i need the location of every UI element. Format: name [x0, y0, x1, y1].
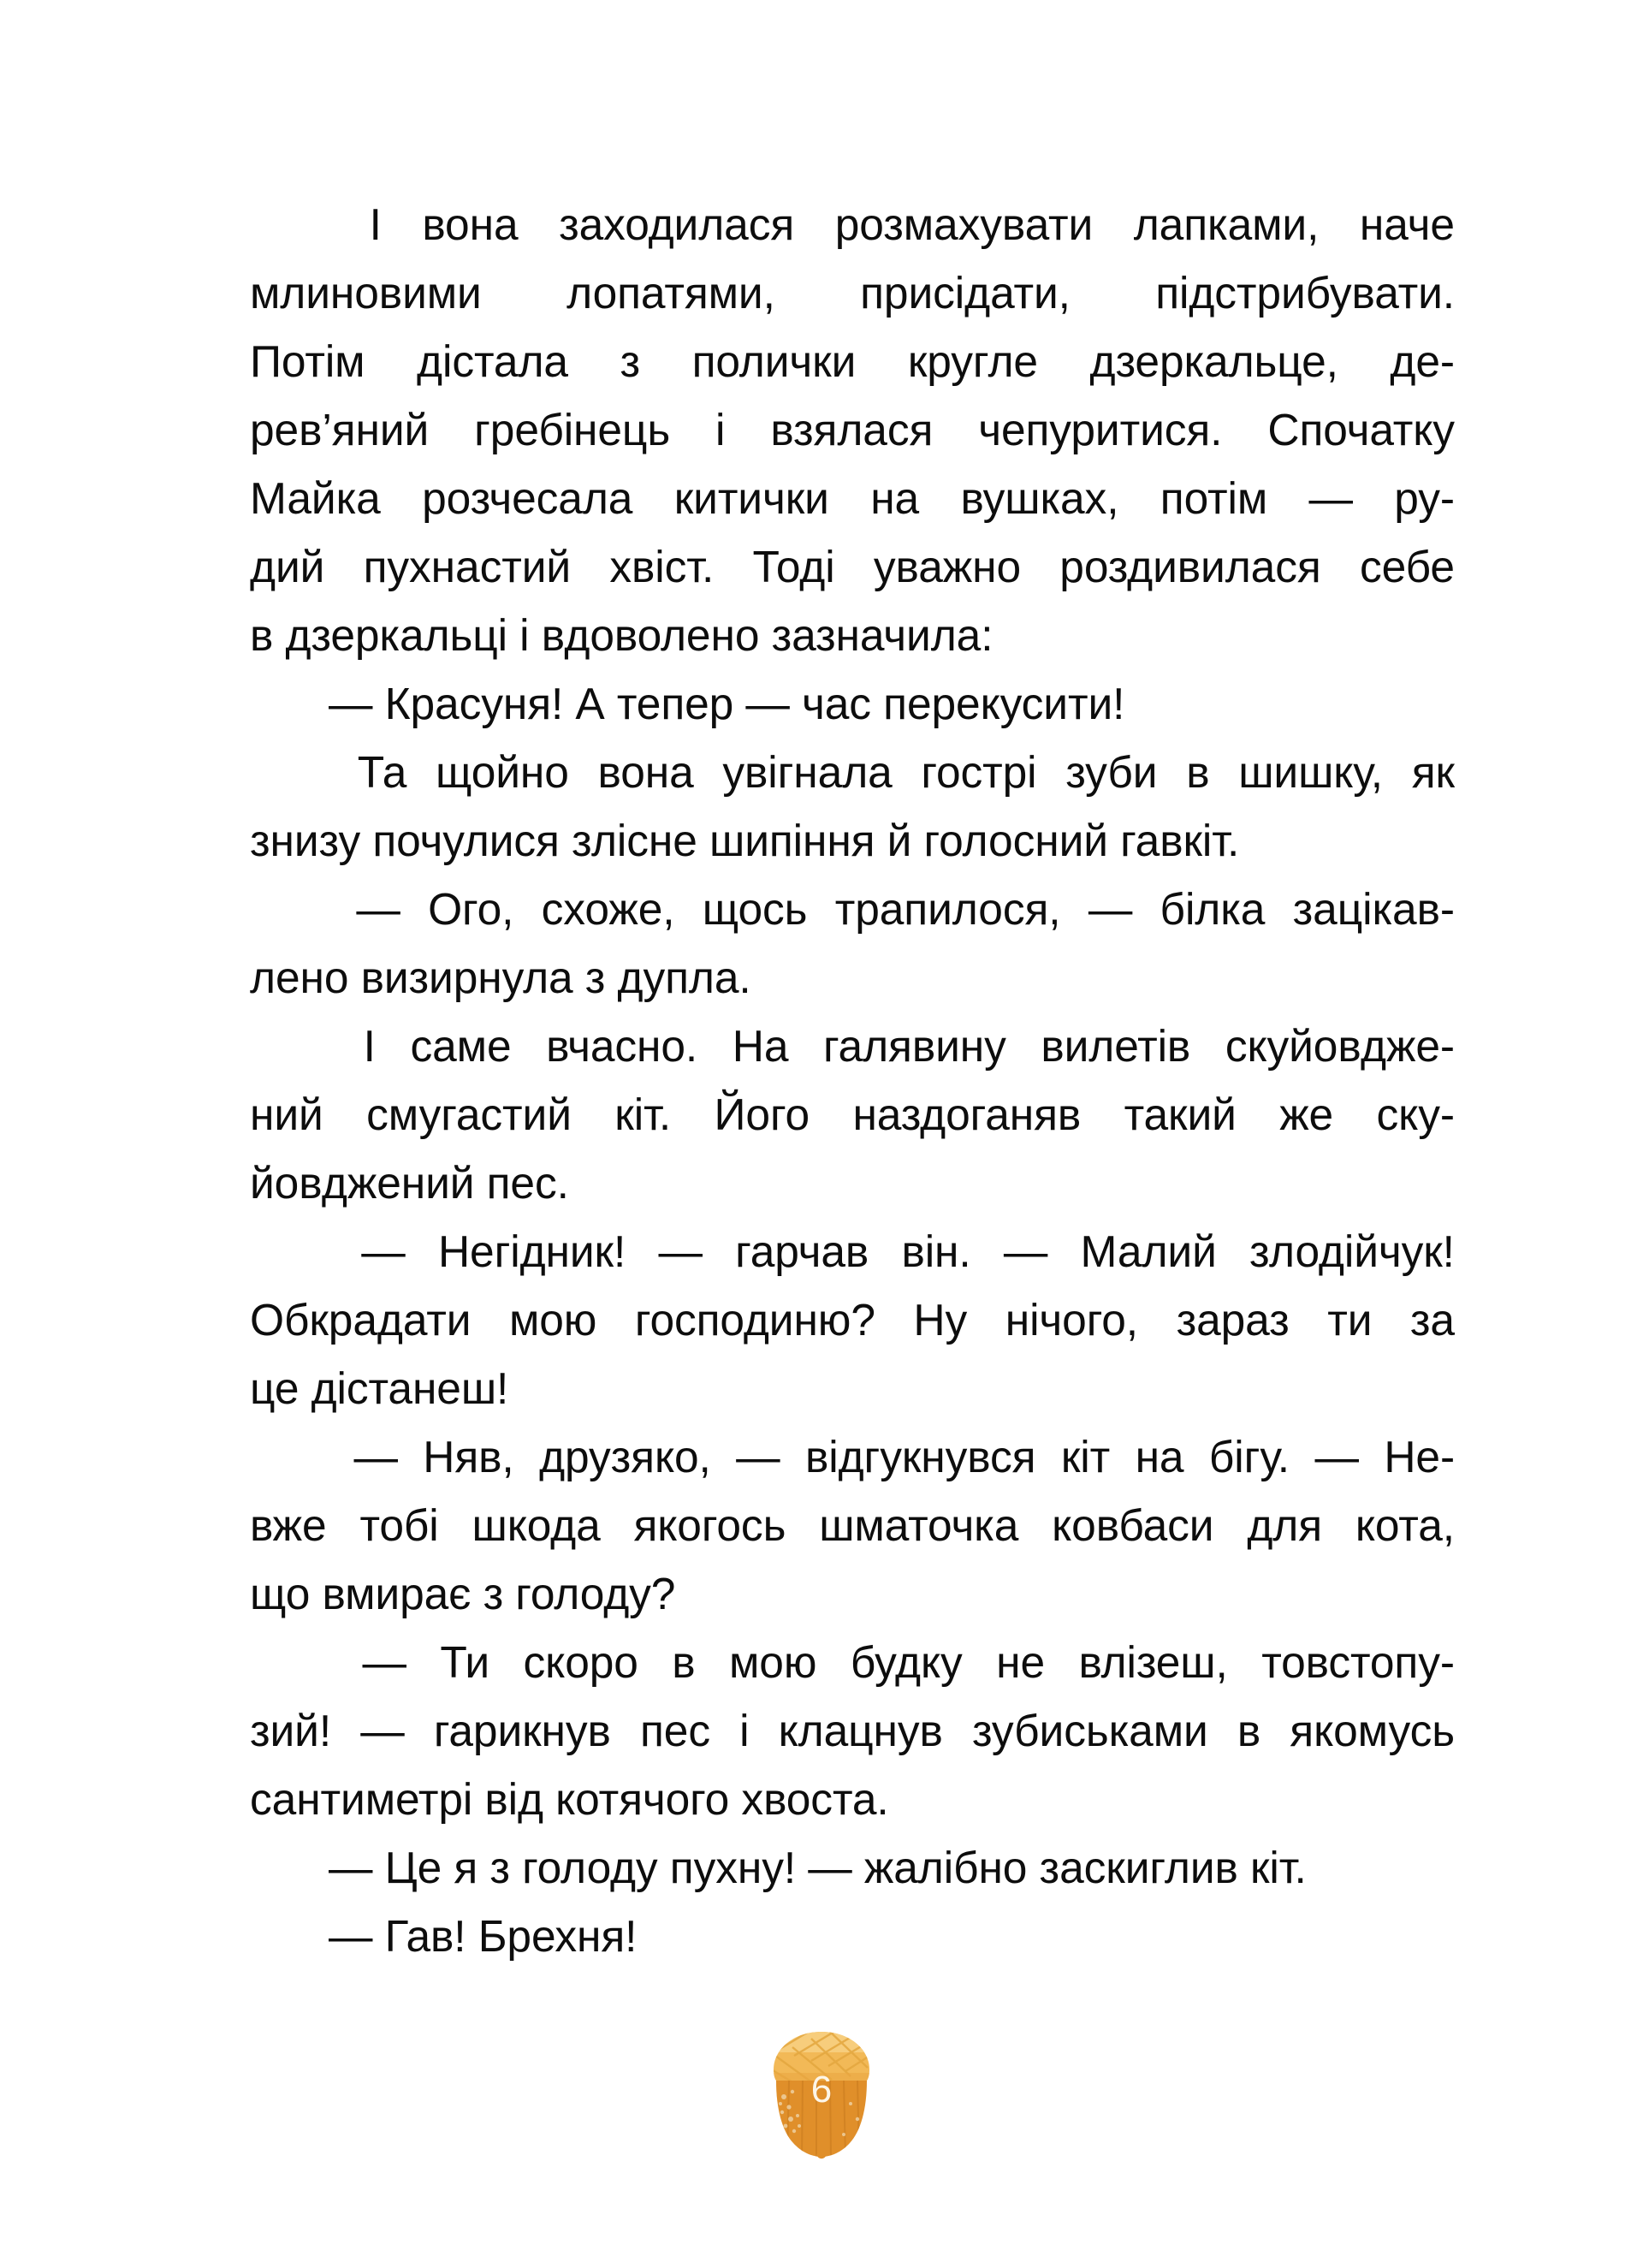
word: клацнув — [778, 1706, 943, 1755]
word: гострі — [921, 747, 1037, 797]
word: ру- — [1394, 473, 1455, 523]
word: — — [361, 1226, 406, 1276]
word: дістала — [417, 336, 568, 386]
text-line — [250, 464, 1455, 532]
word: кота, — [1355, 1500, 1455, 1550]
word: бігу. — [1208, 1432, 1290, 1481]
word: на — [1135, 1432, 1184, 1481]
word: На — [732, 1021, 789, 1071]
word: і — [715, 405, 726, 454]
word: саме — [410, 1021, 512, 1071]
word: відгукнувся — [804, 1432, 1036, 1481]
word: ску- — [1376, 1089, 1455, 1139]
word: в — [1186, 747, 1210, 797]
word: чепуритися. — [978, 405, 1223, 454]
word: гарикнув — [433, 1706, 611, 1755]
word: влізеш, — [1078, 1637, 1228, 1687]
word: як — [1411, 747, 1455, 797]
paragraph-indent — [250, 1012, 329, 1080]
word: галявину — [823, 1021, 1006, 1071]
word: шишку, — [1238, 747, 1383, 797]
word: Тоді — [752, 542, 835, 591]
text-line: це дістанеш! — [250, 1363, 509, 1413]
text-line — [250, 258, 1455, 327]
text-line: лено визирнула з дупла. — [250, 953, 751, 1002]
word: — — [356, 884, 400, 934]
paragraph — [250, 875, 1455, 1012]
body-text-column — [250, 190, 1455, 1970]
text-line — [250, 1491, 1455, 1559]
word: себе — [1359, 542, 1455, 591]
paragraph — [250, 190, 1455, 669]
text-line — [250, 1080, 1455, 1149]
word: рев’яний — [250, 405, 430, 454]
word: з — [620, 336, 641, 386]
text-line: — Красуня! А тепер — час перекусити! — [329, 679, 1125, 728]
paragraph — [250, 1628, 1455, 1833]
word: Обкрадати — [250, 1295, 472, 1345]
text-line — [250, 875, 1455, 943]
word: китички — [673, 473, 829, 523]
word: вона — [422, 199, 519, 249]
paragraph — [250, 1217, 1455, 1422]
word: дзеркальце, — [1089, 336, 1338, 386]
word: — — [736, 1432, 780, 1481]
word: білка — [1160, 884, 1266, 934]
word: схоже, — [541, 884, 675, 934]
paragraph-indent — [250, 1422, 329, 1491]
word: Не- — [1384, 1432, 1455, 1481]
word: кіт — [1060, 1432, 1111, 1481]
word: злодійчук! — [1249, 1226, 1455, 1276]
paragraph-indent — [250, 1217, 329, 1285]
word: — — [1314, 1432, 1359, 1481]
paragraph-list — [250, 190, 1455, 1970]
word: Майка — [250, 473, 381, 523]
word: розмахувати — [834, 199, 1094, 249]
text-line — [250, 1422, 1455, 1491]
word: зацікав- — [1292, 884, 1455, 934]
word: товстопу- — [1261, 1637, 1455, 1687]
paragraph — [250, 669, 1455, 738]
paragraph — [250, 1012, 1455, 1217]
word: такий — [1124, 1089, 1237, 1139]
word: розчесала — [422, 473, 633, 523]
word: тобі — [359, 1500, 439, 1550]
text-line — [250, 395, 1455, 464]
word: Негідник! — [437, 1226, 626, 1276]
word: трапилося, — [834, 884, 1061, 934]
text-line — [250, 1012, 1455, 1080]
word: Потім — [250, 336, 365, 386]
word: лопатями, — [566, 268, 775, 318]
word: нічого, — [1005, 1295, 1138, 1345]
word: Ти — [440, 1637, 490, 1687]
word: — — [658, 1226, 703, 1276]
word: уважно — [873, 542, 1021, 591]
text-line: сантиметрі від котячого хвоста. — [250, 1774, 889, 1824]
text-line: знизу почулися злісне шипіння й голосний гавкіт. — [250, 816, 1240, 865]
word: щойно — [436, 747, 569, 797]
word: вилетів — [1041, 1021, 1191, 1071]
paragraph — [250, 738, 1455, 875]
acorn-tip — [816, 2154, 827, 2158]
word: Малий — [1080, 1226, 1217, 1276]
text-line — [250, 1696, 1455, 1765]
word: де- — [1390, 336, 1455, 386]
paragraph — [250, 1422, 1455, 1628]
word: він. — [901, 1226, 971, 1276]
word: смугастий — [366, 1089, 572, 1139]
word: І — [369, 199, 382, 249]
word: мою — [729, 1637, 817, 1687]
word: присідати, — [860, 268, 1071, 318]
word: для — [1247, 1500, 1323, 1550]
text-line — [250, 532, 1455, 601]
word: не — [996, 1637, 1045, 1687]
word: будку — [850, 1637, 963, 1687]
word: в — [1237, 1706, 1261, 1755]
word: скоро — [523, 1637, 638, 1687]
paragraph-indent — [250, 1628, 329, 1696]
page-number: 6 — [810, 2069, 833, 2111]
word: якомусь — [1290, 1706, 1455, 1755]
word: кіт. — [614, 1089, 672, 1139]
word: зубиськами — [971, 1706, 1208, 1755]
word: пес — [639, 1706, 710, 1755]
word: млиновими — [250, 268, 482, 318]
word: кругле — [907, 336, 1038, 386]
word: зий! — [250, 1706, 332, 1755]
word: пухнастий — [363, 542, 572, 591]
word: зараз — [1176, 1295, 1290, 1345]
word: же — [1279, 1089, 1334, 1139]
word: взялася — [770, 405, 934, 454]
acorn-cap — [768, 2030, 875, 2083]
acorn-icon — [768, 2030, 875, 2160]
word: увігнала — [722, 747, 893, 797]
word: в — [672, 1637, 696, 1687]
paragraph — [250, 1833, 1455, 1902]
word: ти — [1327, 1295, 1373, 1345]
word: господиню? — [634, 1295, 875, 1345]
word: — — [1308, 473, 1353, 523]
word: вже — [250, 1500, 327, 1550]
paragraph — [250, 1902, 1455, 1970]
word: хвіст. — [609, 542, 715, 591]
text-line — [250, 190, 1455, 258]
word: друзяко, — [539, 1432, 711, 1481]
word: Ну — [913, 1295, 968, 1345]
word: ний — [250, 1089, 323, 1139]
word: вушках, — [960, 473, 1119, 523]
word: наче — [1359, 199, 1455, 249]
acorn-body — [768, 2077, 875, 2160]
word: за — [1409, 1295, 1455, 1345]
word: щось — [702, 884, 808, 934]
word: вона — [597, 747, 694, 797]
acorn-ornament — [768, 2030, 875, 2160]
word: лапками, — [1133, 199, 1320, 249]
word: потім — [1160, 473, 1268, 523]
page-footer — [0, 2030, 1643, 2160]
word: мою — [508, 1295, 597, 1345]
paragraph-indent — [250, 875, 329, 943]
word: полички — [691, 336, 857, 386]
word: Та — [357, 747, 407, 797]
word: наздоганяв — [852, 1089, 1082, 1139]
text-line — [250, 1628, 1455, 1696]
text-line: йовджений пес. — [250, 1158, 569, 1208]
word: роздивилася — [1059, 542, 1321, 591]
paragraph-indent — [250, 190, 329, 258]
text-line — [250, 327, 1455, 395]
paragraph-indent — [250, 738, 329, 806]
word: ковбаси — [1052, 1500, 1214, 1550]
word: Спочатку — [1267, 405, 1455, 454]
text-line: — Гав! Брехня! — [329, 1911, 638, 1961]
word: дий — [250, 542, 325, 591]
word: скуйовдже- — [1225, 1021, 1455, 1071]
word: — — [1003, 1226, 1048, 1276]
word: Няв, — [423, 1432, 514, 1481]
word: зуби — [1065, 747, 1158, 797]
word: заходилася — [559, 199, 795, 249]
word: — — [360, 1706, 405, 1755]
word: якогось — [633, 1500, 786, 1550]
text-line — [250, 1217, 1455, 1285]
text-line — [250, 1285, 1455, 1354]
word: і — [739, 1706, 750, 1755]
word: — — [353, 1432, 398, 1481]
word: вчасно. — [546, 1021, 698, 1071]
word: підстрибувати. — [1155, 268, 1455, 318]
text-line: що вмирає з голоду? — [250, 1569, 676, 1618]
word: І — [363, 1021, 376, 1071]
text-line — [250, 738, 1455, 806]
text-line: — Це я з голоду пухну! — жалібно заскиглив кіт. — [329, 1843, 1307, 1892]
word: гребінець — [474, 405, 671, 454]
word: гарчав — [735, 1226, 869, 1276]
word: шматочка — [819, 1500, 1019, 1550]
word: на — [870, 473, 920, 523]
word: Його — [714, 1089, 810, 1139]
word: Ого, — [428, 884, 514, 934]
word: — — [362, 1637, 406, 1687]
word: — — [1088, 884, 1133, 934]
text-line: в дзеркальці і вдоволено зазначила: — [250, 610, 994, 660]
word: шкода — [472, 1500, 601, 1550]
